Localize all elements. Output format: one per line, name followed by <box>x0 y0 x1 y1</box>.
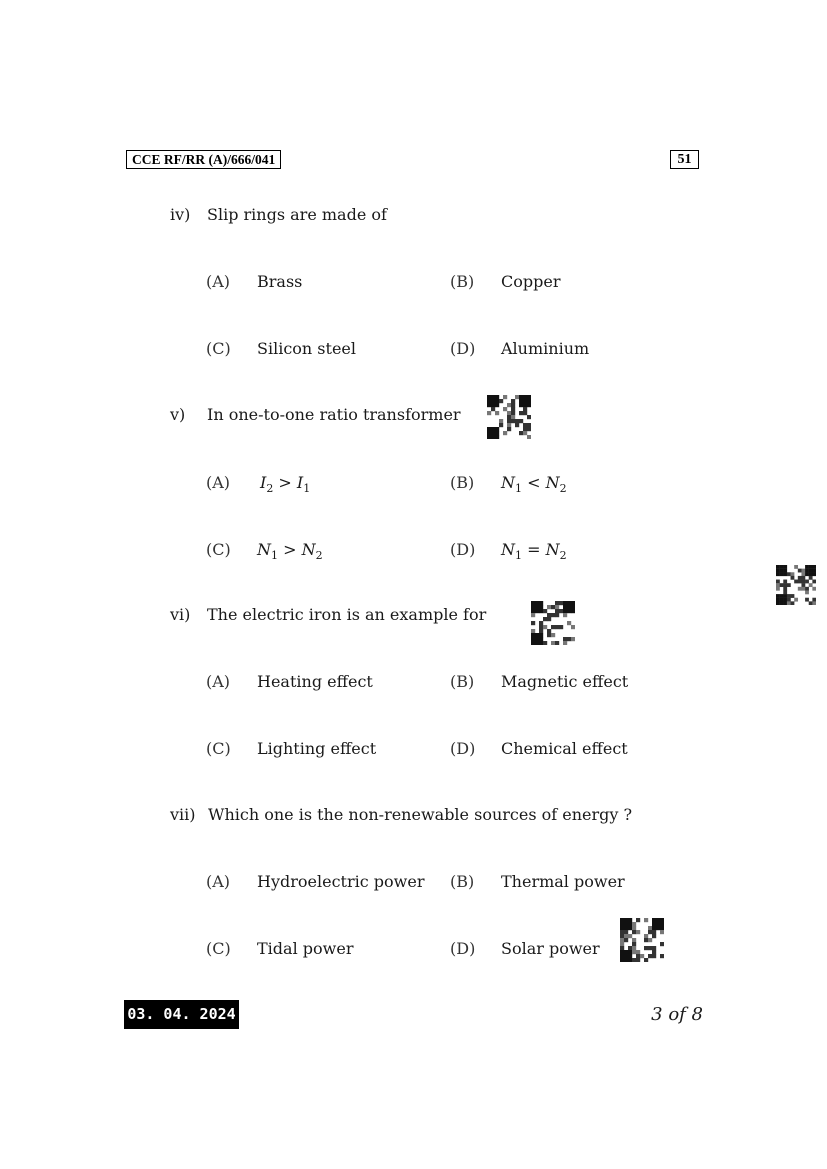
option-letter: (B) <box>450 473 475 492</box>
option-text: Chemical effect <box>501 739 628 758</box>
exam-date: 03. 04. 2024 <box>124 1000 239 1029</box>
option-text: Tidal power <box>257 939 354 958</box>
option-text: Heating effect <box>257 672 373 691</box>
option-letter: (D) <box>450 939 476 958</box>
math-expression: $N_1 = N_2$ <box>501 540 567 562</box>
question-number: vii) <box>170 805 196 824</box>
math-expression: $N_1 < N_2$ <box>501 473 567 495</box>
question-text: Which one is the non-renewable sources of energy ? <box>208 805 633 824</box>
page-number: 3 of 8 <box>651 1004 703 1025</box>
option-letter: (B) <box>450 272 475 291</box>
question-text: The electric iron is an example for <box>207 605 487 624</box>
option-letter: (B) <box>450 672 475 691</box>
option-text: Hydroelectric power <box>257 872 425 891</box>
option-letter: (A) <box>206 872 231 891</box>
option-text: Lighting effect <box>257 739 377 758</box>
option-letter: (C) <box>206 939 231 958</box>
paper-code: CCE RF/RR (A)/666/041 <box>126 150 281 169</box>
qr-code-icon <box>776 565 816 605</box>
option-text: Silicon steel <box>257 339 356 358</box>
option-letter: (D) <box>450 540 476 559</box>
qr-code-icon <box>531 601 575 645</box>
question-text: Slip rings are made of <box>207 205 387 224</box>
question-number: v) <box>170 405 186 424</box>
question-text: In one-to-one ratio transformer <box>207 405 461 424</box>
option-text: Solar power <box>501 939 600 958</box>
option-letter: (C) <box>206 339 231 358</box>
qr-code-icon <box>487 395 531 439</box>
option-text: Magnetic effect <box>501 672 629 691</box>
math-expression: $I_2 > I_1$ <box>260 473 311 495</box>
option-letter: (D) <box>450 339 476 358</box>
option-letter: (A) <box>206 272 231 291</box>
option-letter: (C) <box>206 739 231 758</box>
option-text: Thermal power <box>501 872 625 891</box>
math-expression: $N_1 > N_2$ <box>257 540 323 562</box>
qr-code-icon <box>620 918 664 962</box>
option-text: Copper <box>501 272 561 291</box>
question-number: vi) <box>170 605 191 624</box>
option-letter: (A) <box>206 473 231 492</box>
option-letter: (D) <box>450 739 476 758</box>
question-number: iv) <box>170 205 191 224</box>
option-letter: (A) <box>206 672 231 691</box>
option-text: Aluminium <box>501 339 590 358</box>
option-letter: (C) <box>206 540 231 559</box>
option-letter: (B) <box>450 872 475 891</box>
option-text: Brass <box>257 272 303 291</box>
page-code-box: 51 <box>670 150 699 169</box>
